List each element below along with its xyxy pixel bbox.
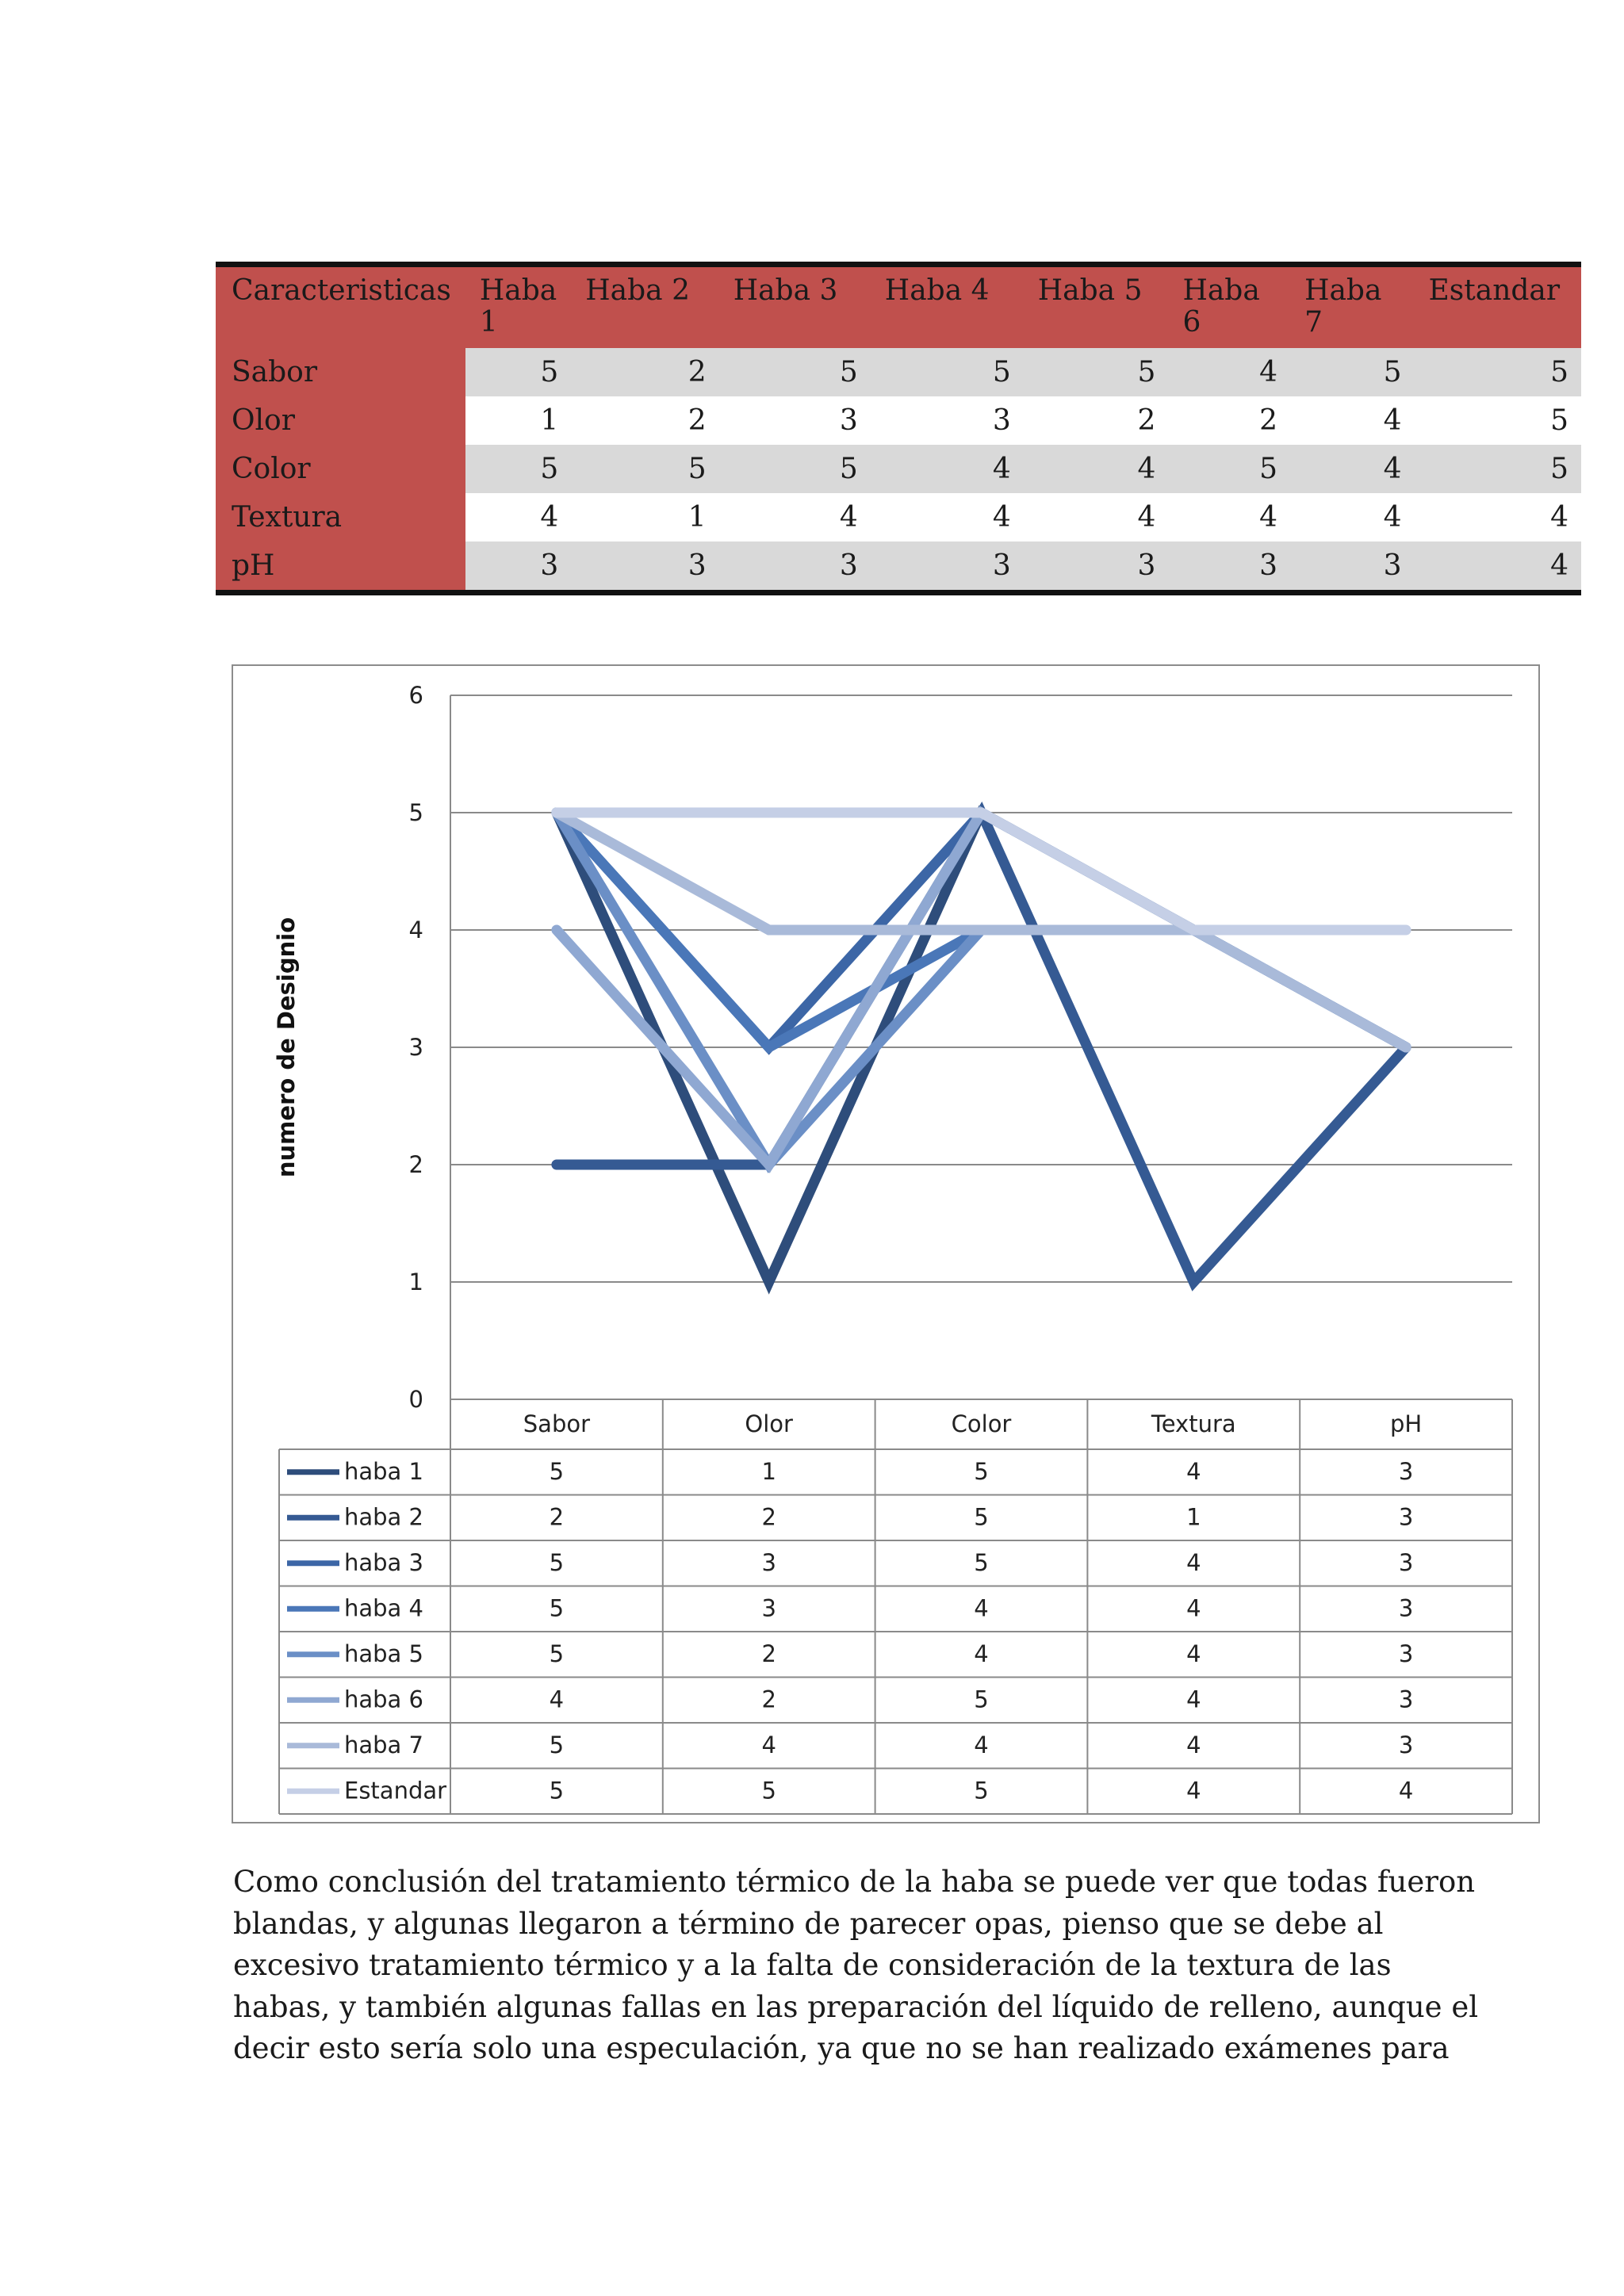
table-cell: 3 [1024, 541, 1169, 593]
table-header-cell: Haba 7 [1290, 265, 1414, 349]
data-table-cell: 3 [1398, 1594, 1414, 1622]
legend-label: haba 4 [344, 1594, 423, 1622]
table-cell: 5 [1024, 348, 1169, 396]
data-table-cell: 1 [761, 1458, 776, 1485]
table-cell: 4 [1415, 541, 1581, 593]
data-table-cell: 5 [549, 1594, 565, 1622]
table-cell: 3 [871, 541, 1024, 593]
data-table-cell: 4 [1398, 1777, 1414, 1804]
table-cell: 4 [1290, 493, 1414, 541]
data-table-cell: 1 [1186, 1503, 1201, 1531]
table-cell: 4 [1024, 493, 1169, 541]
category-label: Color [951, 1410, 1012, 1437]
table-cell: 4 [871, 445, 1024, 493]
table-cell: 5 [1168, 445, 1290, 493]
conclusion-line: decir esto sería solo una especulación, ya que no se han realizado exámenes para [233, 2031, 1450, 2065]
category-label: Sabor [523, 1410, 591, 1437]
table-header-cell: Haba 3 [719, 265, 871, 349]
table-cell: 3 [1168, 541, 1290, 593]
characteristics-table-container [216, 262, 1581, 595]
table-cell: 4 [1168, 493, 1290, 541]
data-table-cell: 4 [974, 1594, 989, 1622]
legend-label: Estandar [344, 1777, 447, 1804]
table-header-characteristics: Caracteristicas [216, 265, 465, 349]
y-tick-label: 0 [408, 1386, 423, 1413]
data-table-cell: 3 [1398, 1640, 1414, 1667]
table-header-cell: Haba 4 [871, 265, 1024, 349]
data-table-cell: 2 [761, 1503, 776, 1531]
table-cell: 2 [1024, 396, 1169, 445]
table-cell: 5 [719, 445, 871, 493]
table-cell: 4 [1290, 396, 1414, 445]
data-table-cell: 5 [974, 1777, 989, 1804]
y-tick-label: 3 [408, 1034, 423, 1061]
table-cell: 4 [719, 493, 871, 541]
data-table-cell: 3 [1398, 1732, 1414, 1758]
conclusion-line: blandas, y algunas llegaron a término de parecer opas, pienso que se debe al [233, 1906, 1384, 1941]
table-cell: 3 [871, 396, 1024, 445]
table-cell: 3 [719, 396, 871, 445]
table-cell: 4 [1168, 348, 1290, 396]
data-table-cell: 4 [1186, 1594, 1201, 1622]
table-cell: 5 [871, 348, 1024, 396]
legend-label: haba 7 [344, 1732, 423, 1758]
data-table-cell: 5 [974, 1503, 989, 1531]
table-cell: 5 [1290, 348, 1414, 396]
category-label: pH [1389, 1410, 1423, 1437]
series-line-haba-6 [557, 813, 1406, 1165]
legend-label: haba 3 [344, 1549, 423, 1576]
category-label: Olor [745, 1410, 793, 1437]
data-table-cell: 5 [549, 1640, 565, 1667]
y-tick-label: 2 [408, 1151, 423, 1178]
data-table-cell: 4 [974, 1732, 989, 1758]
data-table-cell: 2 [549, 1503, 565, 1531]
table-cell: 1 [465, 396, 571, 445]
table-cell: 5 [1415, 445, 1581, 493]
table-cell: 4 [1024, 445, 1169, 493]
data-table-cell: 5 [549, 1732, 565, 1758]
row-label: Textura [216, 493, 465, 541]
data-table-cell: 5 [549, 1777, 565, 1804]
series-line-haba-5 [557, 813, 1406, 1165]
data-table-cell: 4 [761, 1732, 776, 1758]
row-label: Color [216, 445, 465, 493]
table-cell: 2 [571, 348, 718, 396]
data-table-cell: 4 [1186, 1549, 1201, 1576]
table-row [216, 396, 1581, 445]
category-label: Textura [1151, 1410, 1236, 1437]
characteristics-table [216, 262, 1581, 595]
table-cell: 3 [465, 541, 571, 593]
table-cell: 3 [1290, 541, 1414, 593]
table-cell: 2 [1168, 396, 1290, 445]
table-cell: 4 [871, 493, 1024, 541]
legend-label: haba 1 [344, 1458, 423, 1485]
data-table-cell: 4 [1186, 1732, 1201, 1758]
table-cell: 4 [1290, 445, 1414, 493]
data-table-cell: 4 [549, 1686, 565, 1713]
data-table-cell: 4 [1186, 1686, 1201, 1713]
table-header-cell: Haba 1 [465, 265, 571, 349]
legend-label: haba 2 [344, 1503, 423, 1531]
data-table-cell: 2 [761, 1640, 776, 1667]
data-table-cell: 3 [761, 1594, 776, 1622]
data-table-cell: 3 [1398, 1503, 1414, 1531]
table-row [216, 493, 1581, 541]
data-table-cell: 5 [761, 1777, 776, 1804]
y-tick-label: 4 [408, 916, 423, 943]
table-cell: 3 [571, 541, 718, 593]
data-table-cell: 4 [1186, 1640, 1201, 1667]
data-table-cell: 5 [974, 1458, 989, 1485]
table-header-cell: Haba 6 [1168, 265, 1290, 349]
data-table-cell: 5 [549, 1549, 565, 1576]
table-header-cell: Haba 5 [1024, 265, 1169, 349]
table-cell: 5 [1415, 348, 1581, 396]
y-axis-title: numero de Designio [273, 916, 300, 1178]
line-chart [232, 664, 1540, 1823]
table-cell: 4 [1415, 493, 1581, 541]
data-table-cell: 4 [1186, 1777, 1201, 1804]
table-header-row [216, 265, 1581, 349]
row-label: Olor [216, 396, 465, 445]
table-cell: 5 [465, 348, 571, 396]
row-label: Sabor [216, 348, 465, 396]
table-cell: 2 [571, 396, 718, 445]
table-cell: 3 [719, 541, 871, 593]
data-table-cell: 3 [1398, 1458, 1414, 1485]
legend-label: haba 5 [344, 1640, 423, 1667]
data-table-cell: 5 [974, 1686, 989, 1713]
table-cell: 4 [465, 493, 571, 541]
table-row [216, 445, 1581, 493]
row-label: pH [216, 541, 465, 593]
legend-label: haba 6 [344, 1686, 423, 1713]
table-cell: 5 [465, 445, 571, 493]
table-body [216, 348, 1581, 593]
table-header-cell: Estandar [1415, 265, 1581, 349]
table-header-cell: Haba 2 [571, 265, 718, 349]
conclusion-line: excesivo tratamiento térmico y a la falta de consideración de la textura de las [233, 1948, 1392, 1982]
data-table-cell: 5 [974, 1549, 989, 1576]
y-tick-label: 1 [408, 1269, 423, 1295]
data-table-cell: 3 [1398, 1549, 1414, 1576]
data-table-cell: 5 [549, 1458, 565, 1485]
conclusion-paragraph [233, 1862, 1565, 2070]
table-row [216, 541, 1581, 593]
table-row [216, 348, 1581, 396]
data-table-cell: 3 [761, 1549, 776, 1576]
conclusion-line: Como conclusión del tratamiento térmico de la haba se puede ver que todas fueron [233, 1865, 1476, 1899]
table-cell: 1 [571, 493, 718, 541]
data-table-cell: 4 [1186, 1458, 1201, 1485]
data-table-cell: 3 [1398, 1686, 1414, 1713]
series-line-estandar [557, 813, 1406, 930]
y-tick-label: 5 [408, 799, 423, 826]
chart-svg [233, 666, 1542, 1825]
table-cell: 5 [719, 348, 871, 396]
table-cell: 5 [571, 445, 718, 493]
y-tick-label: 6 [408, 682, 423, 709]
data-table-cell: 2 [761, 1686, 776, 1713]
table-cell: 5 [1415, 396, 1581, 445]
data-table-cell: 4 [974, 1640, 989, 1667]
conclusion-line: habas, y también algunas fallas en las preparación del líquido de relleno, aunque el [233, 1989, 1479, 2024]
